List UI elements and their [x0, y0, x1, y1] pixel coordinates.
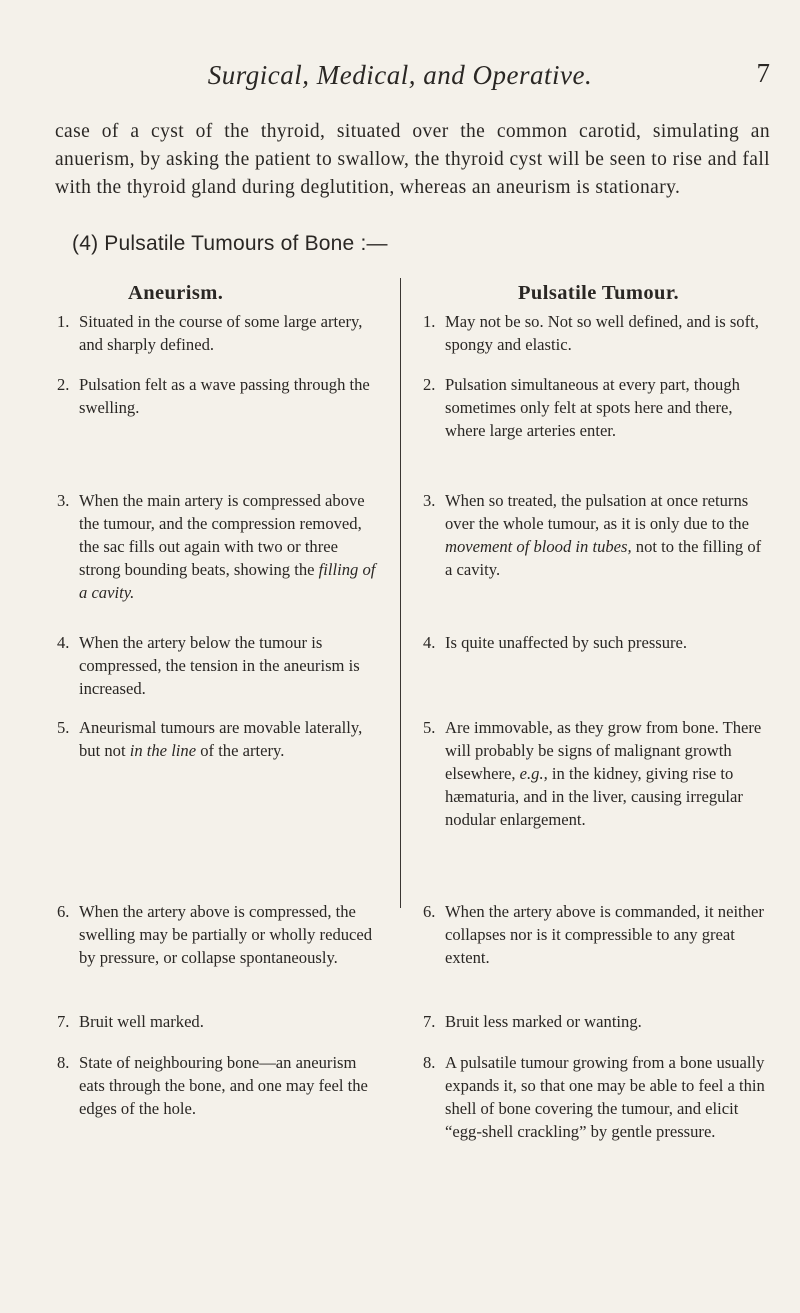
item-text: Is quite unaffected by such pressure.: [445, 633, 688, 652]
pulsatile-tumour-item-4: [423, 631, 768, 654]
intro-paragraph: case of a cyst of the thyroid, situated over the common carotid, simulating an anuerism, by asking the patient to swallow, the thyroid cyst will be seen to rise and fall with the thyroid gland during deglutition, whereas an aneurism is stationary.: [55, 121, 770, 198]
emphasis: e.g.,: [519, 764, 548, 783]
item-text: When the main artery is compressed above the tumour, and the compression removed, the sac fills out again with two or three strong bounding beats, showing the filling of a cavity.: [79, 491, 376, 602]
item-number: 6.: [57, 902, 70, 921]
item-text: When the artery above is compressed, the swelling may be partially or wholly reduced by pressure, or collapse spontaneously.: [79, 902, 373, 967]
item-number: 7.: [57, 1012, 70, 1031]
emphasis: movement of blood in tubes,: [445, 537, 632, 556]
pulsatile-tumour-column-heading: Pulsatile Tumour.: [518, 282, 679, 304]
item-text: When so treated, the pulsation at once returns over the whole tumour, as it is only due to the movement of blood in tubes, not to the filling of a cavity.: [445, 491, 762, 579]
aneurism-column-heading: Aneurism.: [128, 282, 224, 304]
item-number: 3.: [57, 491, 70, 510]
running-title: Surgical, Medical, and Operative.: [207, 60, 593, 90]
item-text: Are immovable, as they grow from bone. There will probably be signs of malignant growth elsewhere, e.g., in the kidney, giving rise to hæmaturia, and in the liver, causing irregular nodular enlargement.: [445, 718, 762, 829]
page-number: 7: [756, 58, 770, 88]
item-text: Bruit less marked or wanting.: [445, 1012, 642, 1031]
aneurism-item-5: [57, 716, 382, 762]
item-number: 1.: [423, 312, 436, 331]
pulsatile-tumour-item-6: [423, 900, 768, 969]
item-text: Pulsation simultaneous at every part, though sometimes only felt at spots here and there, where large arteries enter.: [445, 375, 740, 440]
aneurism-item-2: [57, 373, 382, 419]
item-text: When the artery below the tumour is compressed, the tension in the aneurism is increased.: [79, 633, 360, 698]
item-number: 8.: [423, 1053, 436, 1072]
item-number: 1.: [57, 312, 70, 331]
item-number: 5.: [423, 718, 436, 737]
item-number: 4.: [57, 633, 70, 652]
item-number: 5.: [57, 718, 70, 737]
item-number: 3.: [423, 491, 436, 510]
aneurism-item-1: [57, 310, 382, 356]
item-text: Situated in the course of some large artery, and sharply defined.: [79, 312, 363, 354]
item-number: 6.: [423, 902, 436, 921]
item-number: 7.: [423, 1012, 436, 1031]
pulsatile-tumour-item-5: [423, 716, 768, 831]
item-text: May not be so. Not so well defined, and is soft, spongy and elastic.: [445, 312, 759, 354]
pulsatile-tumour-item-3: [423, 489, 768, 581]
aneurism-item-8: [57, 1051, 382, 1120]
section-heading: (4) Pulsatile Tumours of Bone :—: [72, 232, 388, 255]
aneurism-item-3: [57, 489, 382, 604]
pulsatile-tumour-item-8: [423, 1051, 768, 1143]
aneurism-item-6: [57, 900, 382, 969]
pulsatile-tumour-item-1: [423, 310, 768, 356]
item-number: 2.: [423, 375, 436, 394]
item-number: 2.: [57, 375, 70, 394]
column-divider: [400, 278, 401, 908]
pulsatile-tumour-item-2: [423, 373, 768, 442]
aneurism-item-4: [57, 631, 382, 700]
aneurism-item-7: [57, 1010, 382, 1033]
item-text: When the artery above is commanded, it neither collapses nor is it compressible to any great extent.: [445, 902, 764, 967]
item-text: State of neighbouring bone—an aneurism eats through the bone, and one may feel the edges of the hole.: [79, 1053, 368, 1118]
item-text: Bruit well marked.: [79, 1012, 204, 1031]
item-number: 8.: [57, 1053, 70, 1072]
item-text: A pulsatile tumour growing from a bone usually expands it, so that one may be able to feel a thin shell of bone covering the tumour, and elicit “egg-shell crackling” by gentle pressure.: [445, 1053, 765, 1141]
pulsatile-tumour-item-7: [423, 1010, 768, 1033]
item-text: Pulsation felt as a wave passing through the swelling.: [79, 375, 370, 417]
item-text: Aneurismal tumours are movable laterally, but not in the line of the artery.: [79, 718, 363, 760]
emphasis: in the line: [129, 741, 197, 760]
running-head: [0, 58, 800, 98]
item-number: 4.: [423, 633, 436, 652]
emphasis: filling of a cavity.: [79, 560, 376, 602]
